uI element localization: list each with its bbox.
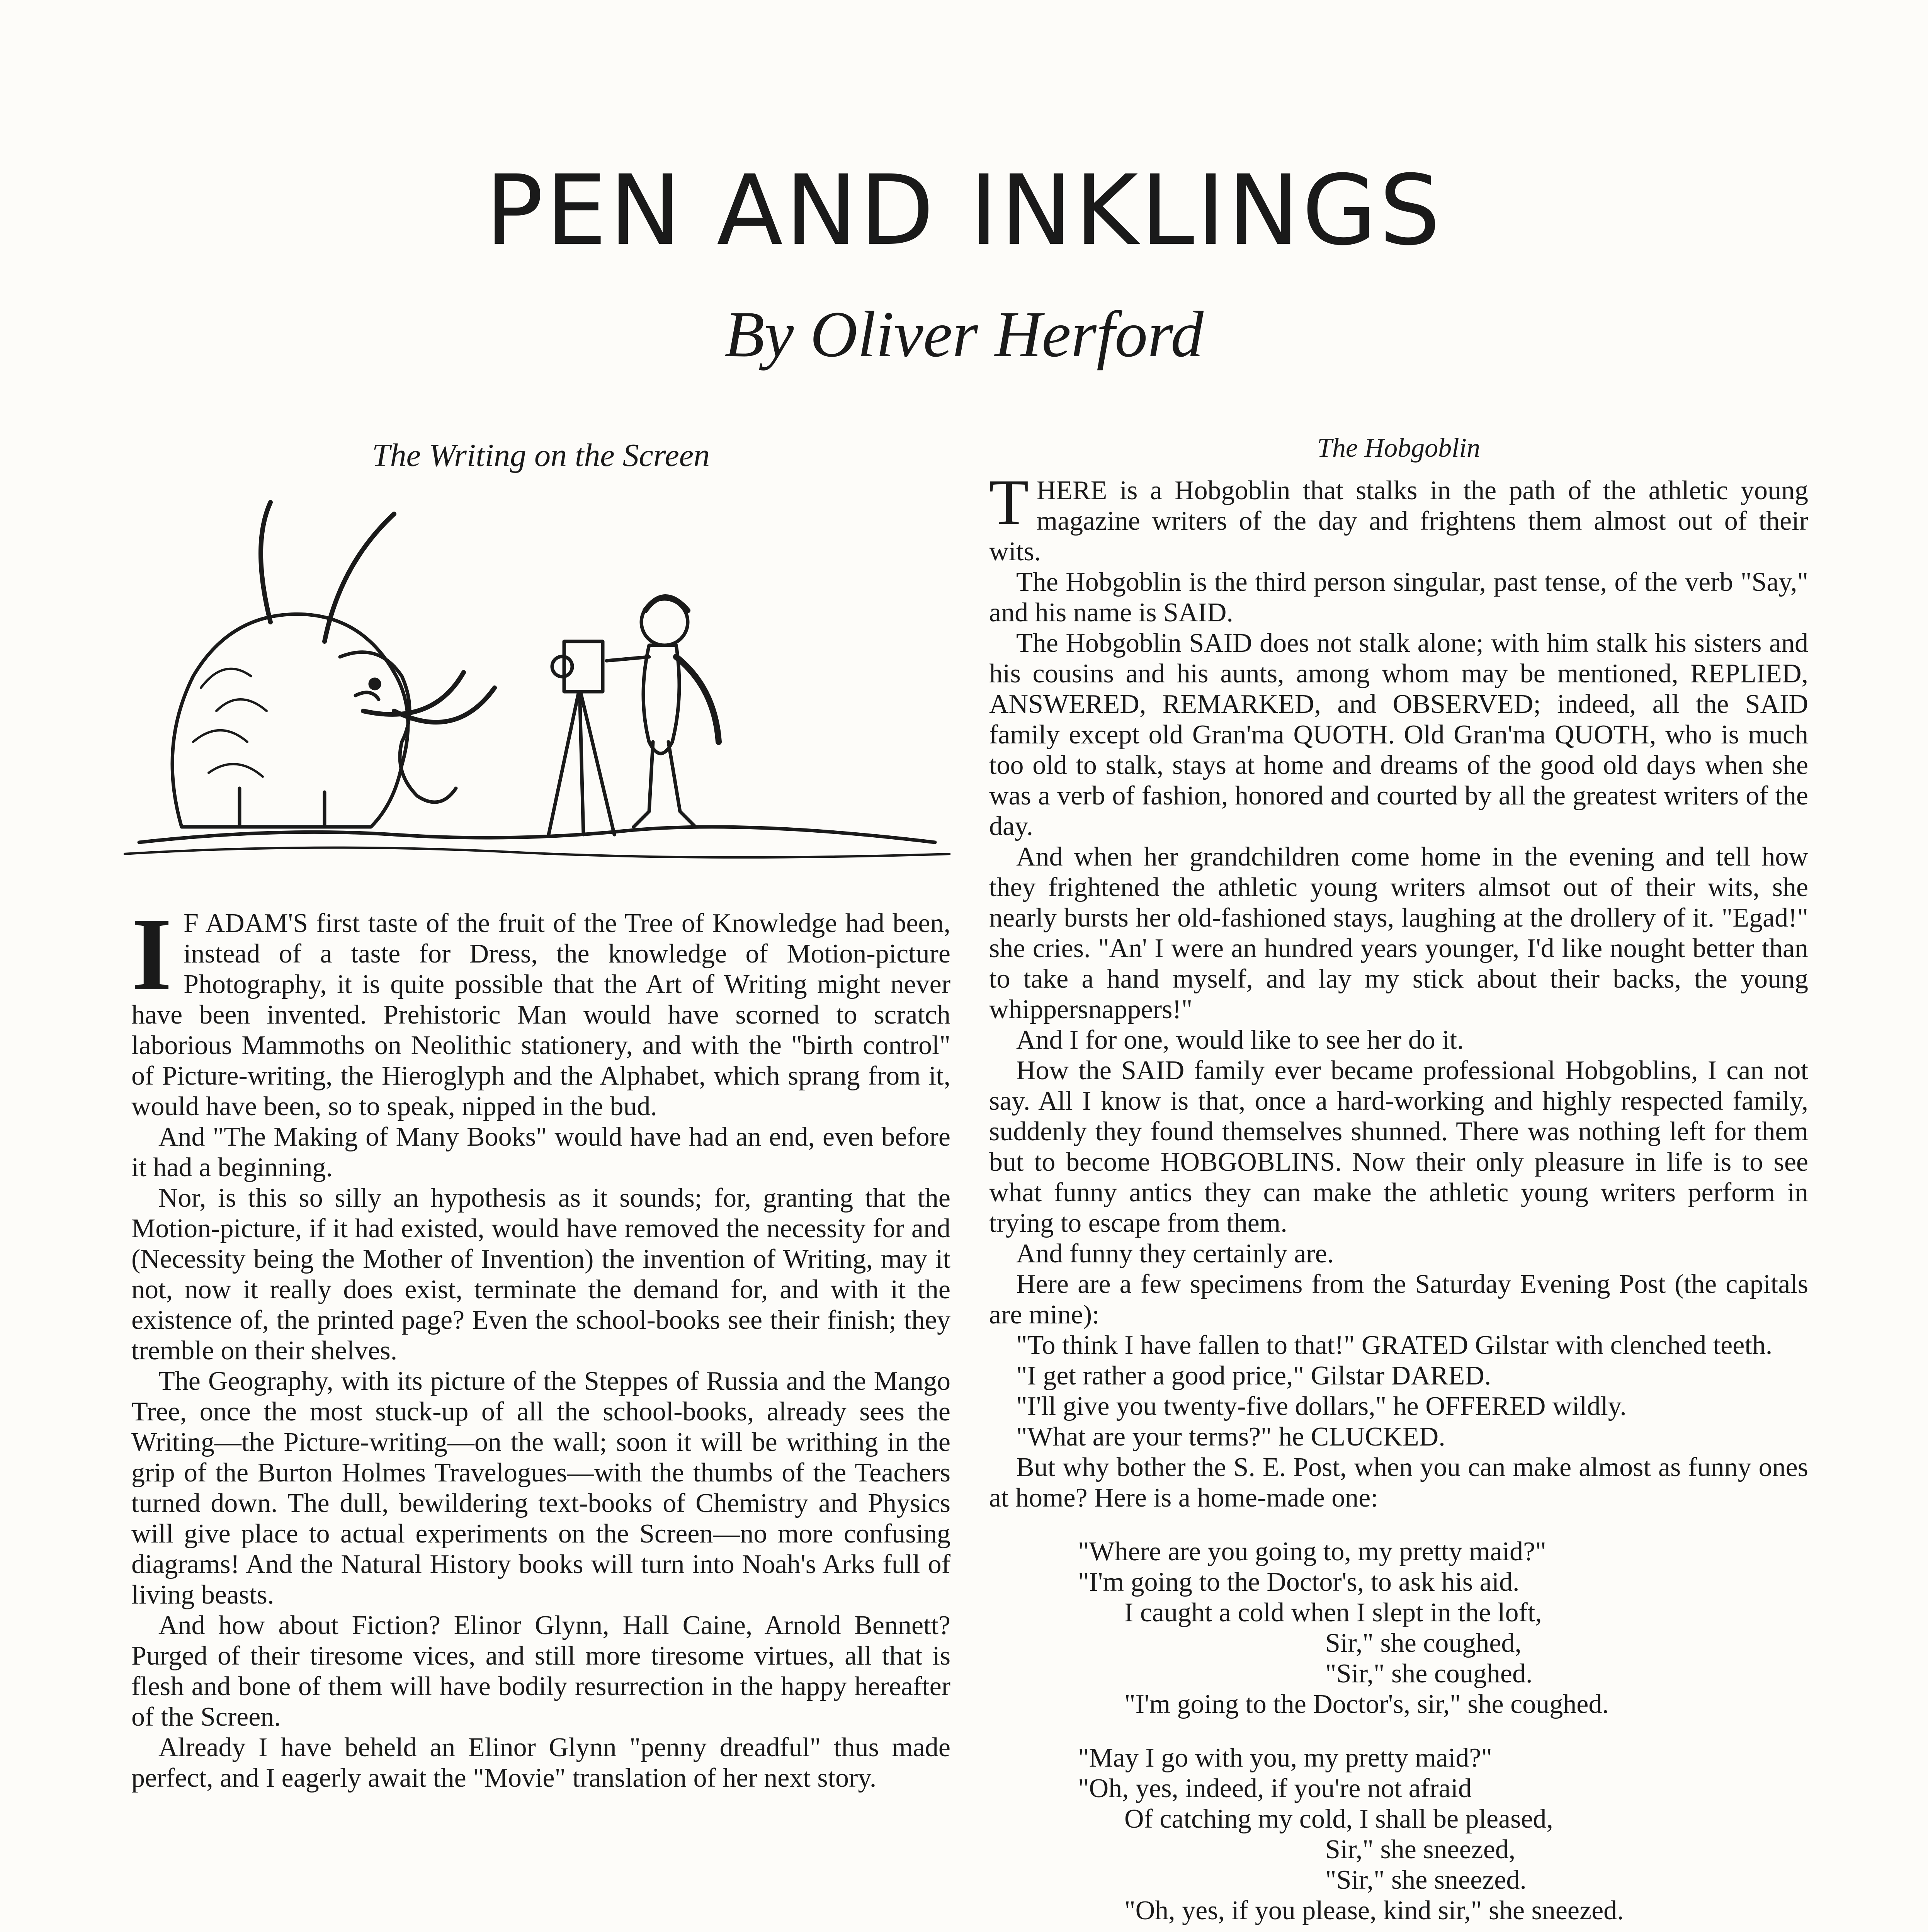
left-paragraph: The Geography, with its picture of the Steppes of Russia and the Mango Tree, once the most stuck-up of all the school-books, already sees the Writing—the Picture-writing—on the wall; soon it will be writhing in the grip of the Burton Holmes Travelogues—with the thumbs of the Teachers turned down. The dull, bewildering text-books of Chemistry and Physics will give place to actual experiments on the Screen—no more confusing diagrams! And the Natural History books will turn into Noah's Arks full of living beasts. [131, 1366, 950, 1610]
right-paragraph: And funny they certainly are. [1016, 1239, 1334, 1269]
right-paragraph: And when her grandchildren come home in the evening and tell how they frightened the athletic young writers almsot out of their wits, she nearly bursts her old-fashioned stays, laughing at the drollery of it. "Egad!" she cries. "An' I were an hundred years younger, I'd like nought better than to take a hand myself, and lay my stick about their backs, the young whippersnappers!" [989, 842, 1808, 1024]
right-paragraph: The Hobgoblin SAID does not stalk alone; with him stalk his sisters and his cousins and his aunts, among whom may be mentioned, REPLIED, ANSWERED, REMARKED, and OBSERVED; indeed, all the SAID family except old Gran'ma QUOTH. Old Gran'ma QUOTH, who is much too old to stalk, stays at home and dreams of the good old days when she was a verb of fashion, honored and courted by all the greatest writers of the day. [989, 628, 1808, 841]
poem-line: "May I go with you, my pretty maid?" [1078, 1743, 1492, 1773]
poem-stanza [1078, 1743, 1808, 1926]
right-paragraph: How the SAID family ever became professional Hobgoblins, I can not say. All I know is that, once a hard-working and highly respected family, suddenly they found themselves shunned. There was nothing left for them but to become HOBGOBLINS. Now their only pleasure in life is to see what funny antics they can make the athletic young writers perform in trying to escape from them. [989, 1056, 1808, 1238]
left-column [131, 896, 950, 1793]
left-paragraph: Nor, is this so silly an hypothesis as it sounds; for, granting that the Motion-picture, if it had existed, would have removed the necessity for and (Necessity being the Mother of Invention) the invention of Writing, may it not, now it really does exist, terminate the demand for, and with it the existence of, the printed page? Even the school-books see their finish; they tremble on their shelves. [131, 1183, 950, 1366]
poem-line: "Sir," she coughed. [1325, 1659, 1533, 1689]
poem-line: "I'm going to the Doctor's, sir," she coughed. [1124, 1689, 1609, 1719]
right-paragraph: "What are your terms?" he CLUCKED. [1016, 1422, 1445, 1452]
poem-line: Sir," she sneezed, [1325, 1835, 1516, 1864]
right-column [989, 466, 1808, 1932]
poem-line: Sir," she coughed, [1325, 1628, 1522, 1658]
right-paragraph: Here are a few specimens from the Saturday Evening Post (the capitals are mine): [989, 1269, 1808, 1330]
poem [989, 1536, 1808, 1932]
poem-line: "Where are you going to, my pretty maid?" [1078, 1537, 1546, 1566]
drop-cap-i: I [131, 896, 172, 1012]
right-paragraph: "I get rather a good price," Gilstar DARED. [1016, 1361, 1491, 1391]
right-paragraph: "To think I have fallen to that!" GRATED Gilstar with clenched teeth. [1016, 1330, 1773, 1360]
left-paragraph: And "The Making of Many Books" would have had an end, even before it had a beginning. [131, 1122, 950, 1182]
byline: By Oliver Herford [724, 298, 1204, 371]
left-first-paragraph: F ADAM'S first taste of the fruit of the Tree of Knowledge had been, instead of a taste for Dress, the knowledge of Motion-picture Photography, it is quite possible that the Art of Writing might never have been invented. Prehistoric Man would have scorned to scratch laborious Mammoths on Neolithic stationery, and with the "birth control" of Picture-writing, the Hieroglyph and the Alphabet, which sprang from it, would have been, so to speak, nipped in the bud. [131, 908, 950, 1121]
section-heading-hobgoblin: The Hobgoblin [1317, 433, 1480, 463]
section-heading-writing: The Writing on the Screen [372, 437, 710, 473]
poem-line: "Sir," she sneezed. [1325, 1865, 1527, 1895]
left-paragraph: And how about Fiction? Elinor Glynn, Hall Caine, Arnold Bennett? Purged of their tiresome vices, and still more tiresome virtues, all that is flesh and bone of them will have bodily resurrection in the happy hereafter of the Screen. [131, 1611, 950, 1732]
poem-line: "Oh, yes, indeed, if you're not afraid [1078, 1774, 1472, 1803]
right-paragraph: But why bother the S. E. Post, when you can make almost as funny ones at home? Here is a home-made one: [989, 1452, 1808, 1513]
poem-line: I caught a cold when I slept in the loft, [1124, 1598, 1542, 1628]
right-paragraph: The Hobgoblin is the third person singular, past tense, of the verb "Say," and his name is SAID. [989, 567, 1808, 628]
mammoth-camera-illustration [124, 495, 950, 866]
left-paragraph: Already I have beheld an Elinor Glynn "penny dreadful" thus made perfect, and I eagerly await the "Movie" translation of her next story. [131, 1733, 950, 1793]
poem-stanza [1078, 1536, 1808, 1719]
right-paragraph: "I'll give you twenty-five dollars," he OFFERED wildly. [1016, 1391, 1627, 1421]
right-first-paragraph: HERE is a Hobgoblin that stalks in the path of the athletic young magazine writers of the day and frightens them almost out of their wits. [989, 476, 1808, 566]
right-paragraph: And I for one, would like to see her do it. [1016, 1025, 1464, 1055]
poem-line: Of catching my cold, I shall be pleased, [1124, 1804, 1553, 1834]
poem-line: "I'm going to the Doctor's, to ask his aid. [1078, 1567, 1520, 1597]
poem-line: "Oh, yes, if you please, kind sir," she sneezed. [1124, 1896, 1624, 1925]
article-title: PEN AND INKLINGS [485, 154, 1443, 267]
drop-cap-t: T [989, 466, 1029, 538]
